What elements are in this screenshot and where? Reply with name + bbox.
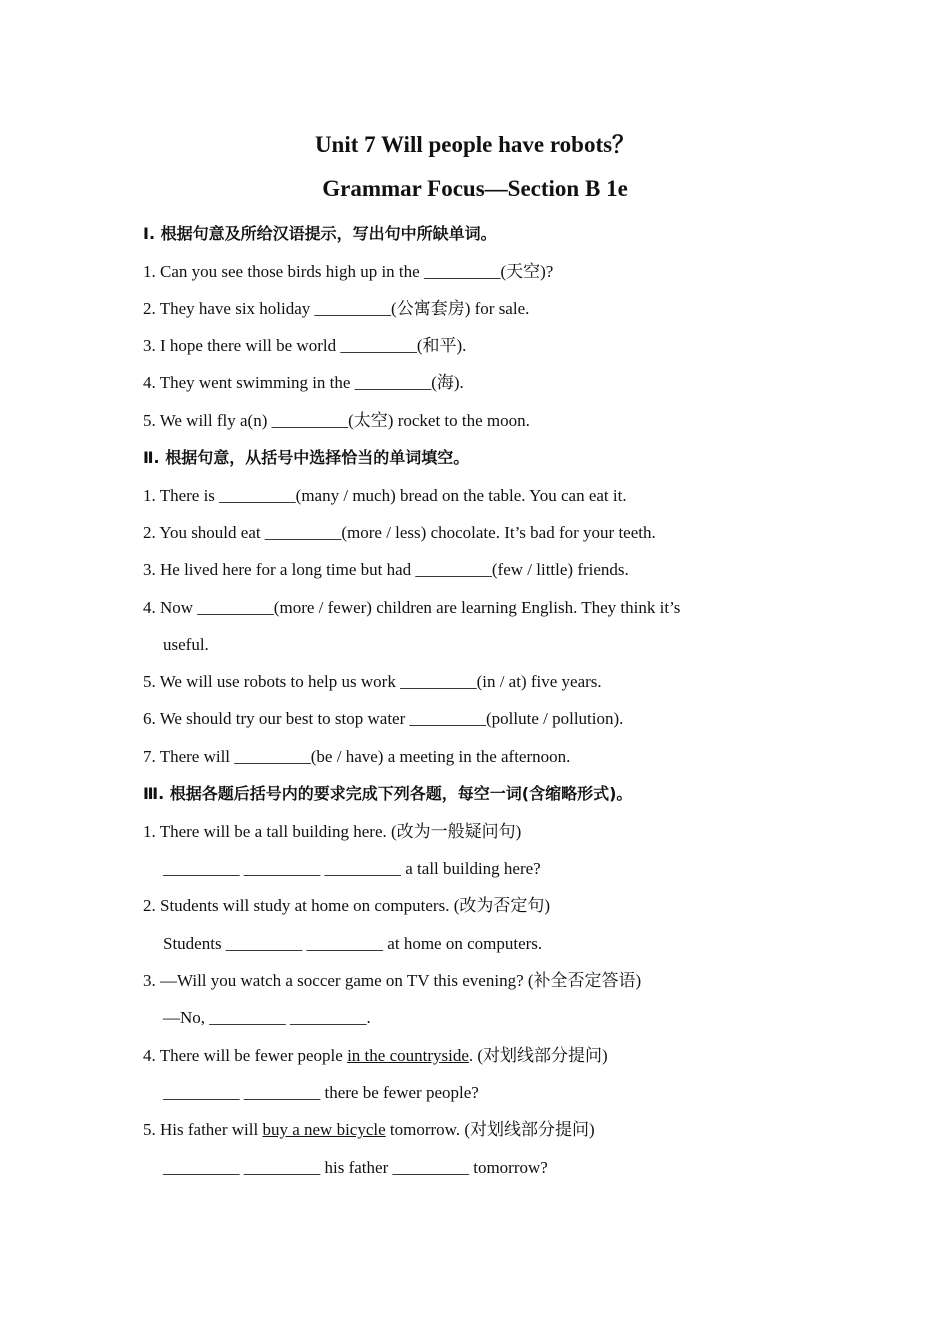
list-item: 6. We should try our best to stop water _________(pollute / pollution). [143,709,624,728]
section-2-heading: Ⅱ. 根据句意，从括号中选择恰当的单词填空。 [143,448,470,467]
underlined-phrase: in the countryside [347,1046,469,1065]
list-item: 5. We will use robots to help us work _________(in / at) five years. [143,672,602,691]
list-item: 3. He lived here for a long time but had _________(few / little) friends. [143,560,629,579]
list-item: 1. There is _________(many / much) bread on the table. You can eat it. [143,486,627,505]
question-4-instruction: . (对划线部分提问) [468,1046,608,1065]
answer-line-2: Students _________ _________ at home on computers. [163,934,543,953]
question-5-instruction: tomorrow. (对划线部分提问) [385,1120,595,1139]
list-item: 5. We will fly a(n) _________(太空) rocket to the moon. [143,411,530,430]
answer-line-5: _________ _________ his father _________ tomorrow? [163,1158,548,1177]
question-4-text: 4. There will be fewer people [143,1046,348,1065]
list-item-continuation: useful. [163,635,209,654]
list-item: 1. Can you see those birds high up in the _________(天空)? [143,262,554,281]
list-item: 4. They went swimming in the _________(海). [143,373,464,392]
list-item: 2. You should eat _________(more / less) chocolate. It’s bad for your teeth. [143,523,656,542]
question-4 [143,1046,608,1066]
list-item: 7. There will _________(be / have) a meeting in the afternoon. [143,747,571,766]
list-item: 4. Now _________(more / fewer) children are learning English. They think it’s [143,598,681,617]
page-subtitle: Grammar Focus—Section B 1e [322,176,628,201]
section-3-heading: Ⅲ. 根据各题后括号内的要求完成下列各题，每空一词(含缩略形式)。 [143,784,633,803]
question-2: 2. Students will study at home on computers. (改为否定句) [143,896,551,915]
underlined-phrase: buy a new bicycle [262,1120,386,1139]
page-title: Unit 7 Will people have robots？ [314,132,636,157]
question-5 [143,1120,595,1140]
question-3: 3. —Will you watch a soccer game on TV this evening? (补全否定答语) [143,971,642,990]
answer-line-4: _________ _________ there be fewer people? [163,1083,479,1102]
list-item: 2. They have six holiday _________(公寓套房) for sale. [143,299,530,318]
answer-line-1: _________ _________ _________ a tall building here? [163,859,541,878]
question-5-text: 5. His father will [143,1120,263,1139]
question-1: 1. There will be a tall building here. (改为一般疑问句) [143,822,522,841]
list-item: 3. I hope there will be world _________(和平). [143,336,467,355]
section-1-heading: Ⅰ. 根据句意及所给汉语提示，写出句中所缺单词。 [143,224,497,243]
answer-line-3: —No, _________ _________. [163,1008,371,1027]
